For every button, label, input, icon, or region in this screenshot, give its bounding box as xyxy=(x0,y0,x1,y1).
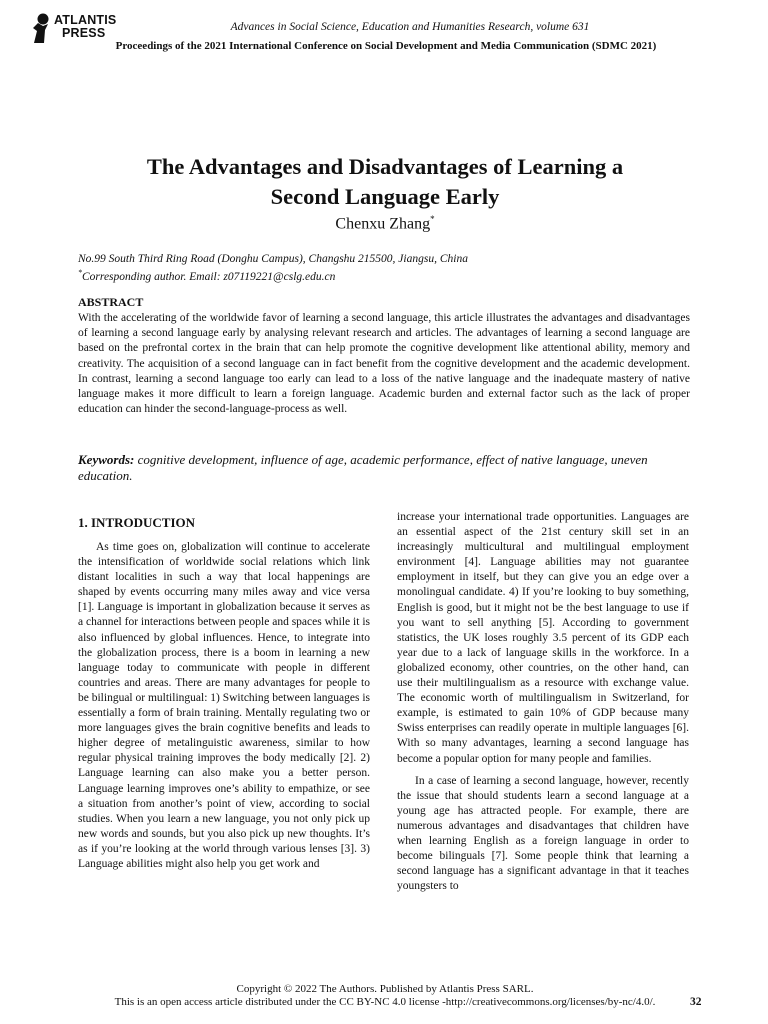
abstract-text: With the accelerating of the worldwide favor of learning a second language, this article illustrates the advantages and disadvantages of learning a second language early by analysing relevant research and articles. The advantages of learning a second language are based on the prefrontal cortex in the brain that can help promote the cognitive development like attentional ability, memory and creativity. The acquisition of a second language can in fact benefit from the cognitive development and the academic development. In contrast, learning a second language too early can lead to a loss of the native language and the inadequate mastery of native language makes it more difficult to learn a foreign language. Academic burden and external factor such as the lack of proper education can hinder the second-language-process as well. xyxy=(78,312,690,416)
right-column xyxy=(397,510,689,894)
copyright-notice: Copyright © 2022 The Authors. Published by Atlantis Press SARL. xyxy=(236,983,534,995)
left-column xyxy=(78,540,370,872)
author-name: Chenxu Zhang xyxy=(335,215,431,233)
logo-line-2: PRESS xyxy=(62,26,106,40)
title-line-1: The Advantages and Disadvantages of Learning a xyxy=(146,154,624,179)
corresponding-text: Corresponding author. Email: z07119221@cslg.edu.cn xyxy=(82,270,336,283)
keywords-label: Keywords: xyxy=(78,452,135,467)
license-notice: This is an open access article distributed under the CC BY-NC 4.0 license -http://creativecommons.org/licenses/by-nc/4.0/. xyxy=(114,996,656,1008)
page-number: 32 xyxy=(690,996,702,1008)
author xyxy=(60,214,710,233)
corresponding-author xyxy=(78,266,688,284)
paper-title xyxy=(60,152,710,212)
affiliation-block xyxy=(78,252,688,284)
paragraph: increase your international trade opportunities. Languages are an essential aspect of the 21st century skill set in an increasingly multicultural and multilingual employment environment [4]. Language abilities may not guarantee employment in itself, but they can give you an edge over a monolingual candidate. 4) If you’re looking to buy something, English is good, but it might not be the best language to use if you want to sell anything [5]. According to government statistics, the UK loses roughly 3.5 percent of its GDP each year due to a lack of language skills in the workforce. In a globalized economy, other countries, on the other hand, can use their multilingualism as a resource with exchange value. The economic worth of multilingualism in Switzerland, for example, is estimated to gain 10% of GDP because many Swiss enterprises can readily operate in multiple languages [6]. With so many advantages, learning a second language has become a popular option for many people and families. xyxy=(397,511,689,765)
abstract-heading: ABSTRACT xyxy=(78,295,144,309)
affiliation: No.99 South Third Ring Road (Donghu Campus), Changshu 215500, Jiangsu, China xyxy=(78,253,468,265)
section-heading-introduction: 1. INTRODUCTION xyxy=(78,515,196,530)
paragraph: In a case of learning a second language, however, recently the issue that should students learn a second language at a young age has attracted people. For example, there are numerous advantages and disadvantages that children have when learning English as a foreign language in order to become bilinguals [7]. Some people think that learning a second language has a significant advantage in that it teaches youngsters to xyxy=(397,774,689,893)
corresponding-mark: * xyxy=(78,268,82,277)
keywords-text: cognitive development, influence of age, academic performance, effect of native language, uneven education. xyxy=(78,452,648,483)
keywords xyxy=(78,452,690,484)
journal-name: Advances in Social Science, Education and Humanities Research, volume 631 xyxy=(230,21,590,33)
atlas-figure-icon xyxy=(30,13,54,45)
author-mark: * xyxy=(430,214,435,224)
logo-line-1: ATLANTIS xyxy=(54,13,117,27)
title-line-2: Second Language Early xyxy=(270,184,500,209)
paragraph: As time goes on, globalization will continue to accelerate the intensification of worldwide social relations which link distant localities in such a way that local happenings are shaped by events occurring many miles away and vice versa [1]. Language is important in globalization because it serves as a channel for interactions between people and spaces while it is also influenced by global influences. Hence, to integrate into the globalization process, there is a boom in learning a new language today to communicate with people in different countries and areas. There are many advantages for people to be bilingual or multilingual: 1) Switching between languages is essentially a form of brain training. Mentally regulating two or more languages gives the brain cognitive benefits and leads to higher degree of metalinguistic awareness, similar to how regular physical training improves the body medically [2]. 2) Language learning can also make you a better person. Language learning improves one’s ability to empathize, or see a situation from another’s point of view, according to social studies. When you learn a new language, you not only pick up new words and sounds, but you also pick up new thoughts. It’s as if you’re looking at the world through various lenses [3]. 3) Language abilities might also help you get work and xyxy=(78,541,370,870)
proceedings-name: Proceedings of the 2021 International Conference on Social Development and Media Communication (SDMC 2021) xyxy=(115,40,657,52)
logo-text xyxy=(54,14,116,40)
